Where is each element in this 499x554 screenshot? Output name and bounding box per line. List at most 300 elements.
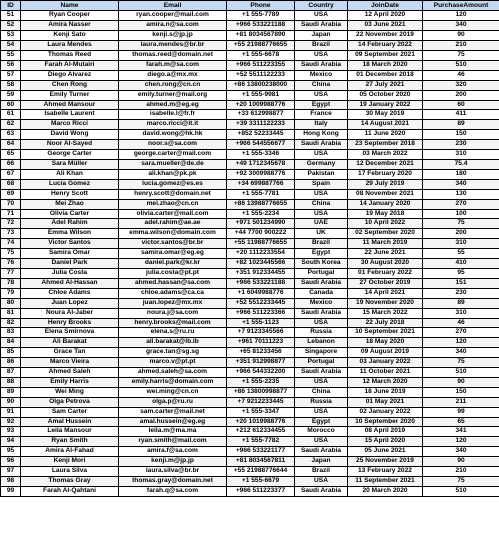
- cell-id[interactable]: 98: [1, 477, 21, 487]
- cell-joindate[interactable]: 02 January 2022: [348, 407, 423, 417]
- cell-purchaseamount[interactable]: 340: [423, 447, 499, 457]
- cell-country[interactable]: USA: [295, 51, 348, 61]
- cell-joindate[interactable]: 01 December 2018: [348, 70, 423, 80]
- cell-id[interactable]: 84: [1, 338, 21, 348]
- cell-email[interactable]: henry.brooks@mail.com: [119, 318, 227, 328]
- cell-purchaseamount[interactable]: 90: [423, 31, 499, 41]
- cell-id[interactable]: 70: [1, 199, 21, 209]
- cell-email[interactable]: ahmed.m@eg.eg: [119, 100, 227, 110]
- cell-joindate[interactable]: 03 March 2022: [348, 150, 423, 160]
- cell-phone[interactable]: +33 612998877: [227, 110, 295, 120]
- cell-email[interactable]: ahmed.hassan@sa.com: [119, 278, 227, 288]
- cell-id[interactable]: 81: [1, 308, 21, 318]
- cell-purchaseamount[interactable]: 510: [423, 486, 499, 496]
- cell-purchaseamount[interactable]: 95: [423, 268, 499, 278]
- cell-purchaseamount[interactable]: 320: [423, 80, 499, 90]
- cell-name[interactable]: Leila Mansour: [21, 427, 119, 437]
- cell-name[interactable]: Ahmed Mansour: [21, 100, 119, 110]
- cell-email[interactable]: chloe.adams@ca.ca: [119, 288, 227, 298]
- cell-country[interactable]: Saudi Arabia: [295, 368, 348, 378]
- cell-purchaseamount[interactable]: 89: [423, 298, 499, 308]
- cell-id[interactable]: 89: [1, 387, 21, 397]
- cell-purchaseamount[interactable]: 100: [423, 209, 499, 219]
- cell-purchaseamount[interactable]: 411: [423, 110, 499, 120]
- cell-phone[interactable]: +55 11988776655: [227, 239, 295, 249]
- cell-name[interactable]: Kenji Mori: [21, 457, 119, 467]
- cell-email[interactable]: farah.m@sa.com: [119, 60, 227, 70]
- cell-id[interactable]: 64: [1, 140, 21, 150]
- cell-country[interactable]: UAE: [295, 219, 348, 229]
- cell-phone[interactable]: +1 555-2235: [227, 377, 295, 387]
- cell-email[interactable]: ali.khan@pk.pk: [119, 169, 227, 179]
- cell-joindate[interactable]: 12 March 2020: [348, 377, 423, 387]
- cell-id[interactable]: 91: [1, 407, 21, 417]
- cell-purchaseamount[interactable]: 75: [423, 477, 499, 487]
- cell-name[interactable]: Ryan Cooper: [21, 11, 119, 21]
- cell-purchaseamount[interactable]: 130: [423, 189, 499, 199]
- cell-name[interactable]: Ryan Smith: [21, 437, 119, 447]
- cell-name[interactable]: Thomas Reed: [21, 51, 119, 61]
- column-header-id[interactable]: ID: [1, 1, 21, 11]
- cell-joindate[interactable]: 27 July 2021: [348, 80, 423, 90]
- cell-phone[interactable]: +351 912334455: [227, 268, 295, 278]
- cell-purchaseamount[interactable]: 230: [423, 288, 499, 298]
- cell-phone[interactable]: +82 1023445566: [227, 259, 295, 269]
- cell-purchaseamount[interactable]: 510: [423, 60, 499, 70]
- cell-joindate[interactable]: 10 September 2021: [348, 328, 423, 338]
- column-header-country[interactable]: Country: [295, 1, 348, 11]
- cell-joindate[interactable]: 23 September 2018: [348, 140, 423, 150]
- cell-joindate[interactable]: 08 November 2021: [348, 189, 423, 199]
- cell-email[interactable]: juan.lopez@mx.mx: [119, 298, 227, 308]
- cell-country[interactable]: South Korea: [295, 259, 348, 269]
- cell-email[interactable]: ryan.cooper@mail.com: [119, 11, 227, 21]
- cell-joindate[interactable]: 22 July 2018: [348, 318, 423, 328]
- cell-country[interactable]: Canada: [295, 288, 348, 298]
- cell-phone[interactable]: +966 511223366: [227, 308, 295, 318]
- cell-name[interactable]: Julia Costa: [21, 268, 119, 278]
- cell-email[interactable]: leila.m@ma.ma: [119, 427, 227, 437]
- cell-phone[interactable]: +351 912998877: [227, 358, 295, 368]
- cell-email[interactable]: sara.mueller@de.de: [119, 160, 227, 170]
- cell-id[interactable]: 99: [1, 486, 21, 496]
- cell-country[interactable]: Saudi Arabia: [295, 486, 348, 496]
- cell-name[interactable]: Farah Al-Qahtani: [21, 486, 119, 496]
- cell-country[interactable]: USA: [295, 209, 348, 219]
- cell-country[interactable]: Hong Kong: [295, 130, 348, 140]
- cell-country[interactable]: USA: [295, 407, 348, 417]
- cell-country[interactable]: USA: [295, 377, 348, 387]
- cell-country[interactable]: Saudi Arabia: [295, 140, 348, 150]
- cell-joindate[interactable]: 13 February 2022: [348, 467, 423, 477]
- cell-purchaseamount[interactable]: 410: [423, 259, 499, 269]
- cell-purchaseamount[interactable]: 75: [423, 219, 499, 229]
- cell-purchaseamount[interactable]: 120: [423, 11, 499, 21]
- cell-name[interactable]: Wei Ming: [21, 387, 119, 397]
- cell-country[interactable]: Mexico: [295, 70, 348, 80]
- cell-country[interactable]: USA: [295, 90, 348, 100]
- cell-purchaseamount[interactable]: 151: [423, 278, 499, 288]
- cell-name[interactable]: Marco Vieira: [21, 358, 119, 368]
- cell-purchaseamount[interactable]: 310: [423, 150, 499, 160]
- cell-phone[interactable]: +44 7700 900222: [227, 229, 295, 239]
- cell-phone[interactable]: +20 1112233554: [227, 249, 295, 259]
- cell-phone[interactable]: +34 699887766: [227, 179, 295, 189]
- cell-id[interactable]: 94: [1, 437, 21, 447]
- column-header-joindate[interactable]: JoinDate: [348, 1, 423, 11]
- cell-purchaseamount[interactable]: 200: [423, 90, 499, 100]
- cell-country[interactable]: Brazil: [295, 239, 348, 249]
- cell-name[interactable]: Henry Brooks: [21, 318, 119, 328]
- cell-country[interactable]: Portugal: [295, 358, 348, 368]
- cell-joindate[interactable]: 18 March 2020: [348, 60, 423, 70]
- cell-phone[interactable]: +65 81233456: [227, 348, 295, 358]
- cell-email[interactable]: julia.costa@pt.pt: [119, 268, 227, 278]
- cell-joindate[interactable]: 30 August 2020: [348, 259, 423, 269]
- cell-email[interactable]: laura.silva@br.br: [119, 467, 227, 477]
- cell-name[interactable]: Farah Al-Mutairi: [21, 60, 119, 70]
- cell-email[interactable]: emily.harris@domain.com: [119, 377, 227, 387]
- cell-phone[interactable]: +1 555-7789: [227, 11, 295, 21]
- cell-email[interactable]: isabelle.l@fr.fr: [119, 110, 227, 120]
- cell-id[interactable]: 67: [1, 169, 21, 179]
- cell-phone[interactable]: +7 9212233445: [227, 397, 295, 407]
- cell-id[interactable]: 52: [1, 21, 21, 31]
- cell-name[interactable]: Victor Santos: [21, 239, 119, 249]
- cell-email[interactable]: ryan.smith@mail.com: [119, 437, 227, 447]
- cell-country[interactable]: Saudi Arabia: [295, 21, 348, 31]
- cell-name[interactable]: Noura Al-Jaber: [21, 308, 119, 318]
- cell-email[interactable]: wei.ming@cn.cn: [119, 387, 227, 397]
- cell-purchaseamount[interactable]: 340: [423, 348, 499, 358]
- cell-id[interactable]: 82: [1, 318, 21, 328]
- cell-id[interactable]: 79: [1, 288, 21, 298]
- cell-email[interactable]: ahmed.saleh@sa.com: [119, 368, 227, 378]
- cell-purchaseamount[interactable]: 180: [423, 169, 499, 179]
- cell-phone[interactable]: +86 13800998877: [227, 387, 295, 397]
- cell-purchaseamount[interactable]: 150: [423, 387, 499, 397]
- cell-phone[interactable]: +55 21988776655: [227, 41, 295, 51]
- cell-id[interactable]: 55: [1, 51, 21, 61]
- cell-country[interactable]: Egypt: [295, 417, 348, 427]
- cell-id[interactable]: 92: [1, 417, 21, 427]
- cell-email[interactable]: kenji.s@jp.jp: [119, 31, 227, 41]
- cell-phone[interactable]: +966 544556677: [227, 140, 295, 150]
- column-header-email[interactable]: Email: [119, 1, 227, 11]
- cell-name[interactable]: Mei Zhao: [21, 199, 119, 209]
- cell-phone[interactable]: +55 21988776644: [227, 467, 295, 477]
- cell-id[interactable]: 69: [1, 189, 21, 199]
- cell-country[interactable]: Saudi Arabia: [295, 447, 348, 457]
- cell-country[interactable]: Japan: [295, 457, 348, 467]
- cell-email[interactable]: ali.barakat@lb.lb: [119, 338, 227, 348]
- cell-phone[interactable]: +966 511223355: [227, 60, 295, 70]
- cell-joindate[interactable]: 30 May 2019: [348, 110, 423, 120]
- cell-purchaseamount[interactable]: 150: [423, 130, 499, 140]
- cell-email[interactable]: adel.rahim@ae.ae: [119, 219, 227, 229]
- cell-phone[interactable]: +7 9123345566: [227, 328, 295, 338]
- cell-id[interactable]: 61: [1, 110, 21, 120]
- cell-purchaseamount[interactable]: 310: [423, 308, 499, 318]
- cell-name[interactable]: Sara Müller: [21, 160, 119, 170]
- cell-country[interactable]: Saudi Arabia: [295, 308, 348, 318]
- cell-email[interactable]: lucia.gomez@es.es: [119, 179, 227, 189]
- cell-purchaseamount[interactable]: 90: [423, 457, 499, 467]
- cell-country[interactable]: USA: [295, 150, 348, 160]
- cell-email[interactable]: grace.tan@sg.sg: [119, 348, 227, 358]
- cell-name[interactable]: Ali Barakat: [21, 338, 119, 348]
- column-header-purchaseamount[interactable]: PurchaseAmount: [423, 1, 499, 11]
- cell-phone[interactable]: +86 13988776655: [227, 199, 295, 209]
- cell-email[interactable]: thomas.gray@domain.net: [119, 477, 227, 487]
- cell-name[interactable]: Isabelle Laurent: [21, 110, 119, 120]
- cell-name[interactable]: Ahmed Saleh: [21, 368, 119, 378]
- cell-country[interactable]: Morocco: [295, 427, 348, 437]
- cell-joindate[interactable]: 11 March 2019: [348, 239, 423, 249]
- cell-id[interactable]: 56: [1, 60, 21, 70]
- cell-purchaseamount[interactable]: 99: [423, 407, 499, 417]
- cell-name[interactable]: Thomas Gray: [21, 477, 119, 487]
- cell-phone[interactable]: +81 8034567811: [227, 457, 295, 467]
- cell-country[interactable]: USA: [295, 189, 348, 199]
- cell-joindate[interactable]: 14 August 2021: [348, 120, 423, 130]
- cell-joindate[interactable]: 14 January 2020: [348, 199, 423, 209]
- cell-name[interactable]: Laura Mendes: [21, 41, 119, 51]
- cell-email[interactable]: daniel.park@kr.kr: [119, 259, 227, 269]
- cell-purchaseamount[interactable]: 270: [423, 199, 499, 209]
- cell-email[interactable]: kenji.m@jp.jp: [119, 457, 227, 467]
- cell-name[interactable]: Chen Rong: [21, 80, 119, 90]
- cell-id[interactable]: 87: [1, 368, 21, 378]
- cell-email[interactable]: amal.hussein@eg.eg: [119, 417, 227, 427]
- cell-purchaseamount[interactable]: 46: [423, 318, 499, 328]
- cell-name[interactable]: Kenji Sato: [21, 31, 119, 41]
- cell-name[interactable]: Laura Silva: [21, 467, 119, 477]
- cell-id[interactable]: 51: [1, 11, 21, 21]
- cell-joindate[interactable]: 22 November 2019: [348, 31, 423, 41]
- cell-name[interactable]: Emma Wilson: [21, 229, 119, 239]
- cell-id[interactable]: 66: [1, 160, 21, 170]
- column-header-phone[interactable]: Phone: [227, 1, 295, 11]
- cell-joindate[interactable]: 11 June 2020: [348, 130, 423, 140]
- cell-phone[interactable]: +212 612334455: [227, 427, 295, 437]
- cell-id[interactable]: 68: [1, 179, 21, 189]
- cell-purchaseamount[interactable]: 510: [423, 368, 499, 378]
- cell-email[interactable]: amira.n@sa.com: [119, 21, 227, 31]
- cell-joindate[interactable]: 20 March 2020: [348, 486, 423, 496]
- cell-purchaseamount[interactable]: 60: [423, 100, 499, 110]
- cell-purchaseamount[interactable]: 75.4: [423, 160, 499, 170]
- cell-phone[interactable]: +966 544332200: [227, 368, 295, 378]
- cell-phone[interactable]: +20 1009988776: [227, 100, 295, 110]
- cell-name[interactable]: Ahmed Al-Hassan: [21, 278, 119, 288]
- cell-country[interactable]: China: [295, 199, 348, 209]
- cell-country[interactable]: Egypt: [295, 249, 348, 259]
- cell-id[interactable]: 80: [1, 298, 21, 308]
- cell-purchaseamount[interactable]: 65: [423, 417, 499, 427]
- cell-purchaseamount[interactable]: 340: [423, 21, 499, 31]
- cell-purchaseamount[interactable]: 310: [423, 239, 499, 249]
- cell-phone[interactable]: +1 6049988776: [227, 288, 295, 298]
- cell-email[interactable]: farah.q@sa.com: [119, 486, 227, 496]
- cell-email[interactable]: george.carter@mail.com: [119, 150, 227, 160]
- cell-phone[interactable]: +52 5512233445: [227, 298, 295, 308]
- cell-id[interactable]: 57: [1, 70, 21, 80]
- cell-phone[interactable]: +49 1712345678: [227, 160, 295, 170]
- cell-name[interactable]: Diego Alvarez: [21, 70, 119, 80]
- cell-email[interactable]: amira.f@sa.com: [119, 447, 227, 457]
- cell-name[interactable]: Adel Rahim: [21, 219, 119, 229]
- cell-email[interactable]: sam.carter@mail.net: [119, 407, 227, 417]
- cell-purchaseamount[interactable]: 89: [423, 120, 499, 130]
- cell-email[interactable]: emma.wilson@domain.com: [119, 229, 227, 239]
- cell-joindate[interactable]: 10 September 2020: [348, 417, 423, 427]
- cell-id[interactable]: 60: [1, 100, 21, 110]
- cell-id[interactable]: 63: [1, 130, 21, 140]
- cell-id[interactable]: 83: [1, 328, 21, 338]
- cell-name[interactable]: Olga Petrova: [21, 397, 119, 407]
- cell-joindate[interactable]: 01 February 2022: [348, 268, 423, 278]
- cell-phone[interactable]: +1 555-1123: [227, 318, 295, 328]
- cell-email[interactable]: emily.turner@mail.org: [119, 90, 227, 100]
- cell-country[interactable]: Germany: [295, 160, 348, 170]
- cell-country[interactable]: Lebanon: [295, 338, 348, 348]
- cell-purchaseamount[interactable]: 210: [423, 41, 499, 51]
- cell-name[interactable]: Ali Khan: [21, 169, 119, 179]
- cell-joindate[interactable]: 27 October 2019: [348, 278, 423, 288]
- cell-email[interactable]: marco.v@pt.pt: [119, 358, 227, 368]
- cell-phone[interactable]: +966 533221188: [227, 21, 295, 31]
- cell-name[interactable]: Emily Turner: [21, 90, 119, 100]
- cell-phone[interactable]: +81 8034567890: [227, 31, 295, 41]
- cell-joindate[interactable]: 09 September 2021: [348, 51, 423, 61]
- cell-id[interactable]: 76: [1, 259, 21, 269]
- cell-joindate[interactable]: 18 June 2019: [348, 387, 423, 397]
- cell-country[interactable]: USA: [295, 437, 348, 447]
- cell-email[interactable]: noor.s@sa.com: [119, 140, 227, 150]
- cell-country[interactable]: Spain: [295, 179, 348, 189]
- cell-phone[interactable]: +52 5511122233: [227, 70, 295, 80]
- cell-country[interactable]: China: [295, 80, 348, 90]
- cell-email[interactable]: victor.santos@br.br: [119, 239, 227, 249]
- cell-joindate[interactable]: 05 June 2021: [348, 447, 423, 457]
- cell-email[interactable]: henry.scott@domain.net: [119, 189, 227, 199]
- cell-id[interactable]: 58: [1, 80, 21, 90]
- cell-id[interactable]: 54: [1, 41, 21, 51]
- cell-phone[interactable]: +966 533221177: [227, 447, 295, 457]
- cell-id[interactable]: 77: [1, 268, 21, 278]
- cell-country[interactable]: Saudi Arabia: [295, 278, 348, 288]
- cell-id[interactable]: 62: [1, 120, 21, 130]
- cell-phone[interactable]: +1 555-3346: [227, 150, 295, 160]
- cell-country[interactable]: Saudi Arabia: [295, 60, 348, 70]
- cell-name[interactable]: Lucia Gomez: [21, 179, 119, 189]
- cell-purchaseamount[interactable]: 211: [423, 397, 499, 407]
- cell-country[interactable]: France: [295, 110, 348, 120]
- cell-email[interactable]: thomas.reed@domain.net: [119, 51, 227, 61]
- cell-joindate[interactable]: 19 January 2022: [348, 100, 423, 110]
- cell-name[interactable]: Amira Al-Fahad: [21, 447, 119, 457]
- cell-phone[interactable]: +1 555-7782: [227, 437, 295, 447]
- cell-joindate[interactable]: 22 June 2021: [348, 249, 423, 259]
- cell-id[interactable]: 86: [1, 358, 21, 368]
- cell-name[interactable]: Olivia Carter: [21, 209, 119, 219]
- cell-joindate[interactable]: 11 October 2021: [348, 368, 423, 378]
- cell-name[interactable]: Daniel Park: [21, 259, 119, 269]
- cell-purchaseamount[interactable]: 90: [423, 377, 499, 387]
- cell-id[interactable]: 72: [1, 219, 21, 229]
- cell-country[interactable]: China: [295, 387, 348, 397]
- cell-id[interactable]: 97: [1, 467, 21, 477]
- cell-joindate[interactable]: 29 July 2019: [348, 179, 423, 189]
- cell-phone[interactable]: +1 555-6678: [227, 51, 295, 61]
- cell-joindate[interactable]: 03 June 2021: [348, 21, 423, 31]
- cell-purchaseamount[interactable]: 200: [423, 229, 499, 239]
- cell-purchaseamount[interactable]: 75: [423, 358, 499, 368]
- cell-name[interactable]: Emily Harris: [21, 377, 119, 387]
- cell-joindate[interactable]: 12 April 2020: [348, 11, 423, 21]
- cell-name[interactable]: Amal Hussein: [21, 417, 119, 427]
- cell-name[interactable]: Elena Smirnova: [21, 328, 119, 338]
- cell-joindate[interactable]: 01 May 2021: [348, 397, 423, 407]
- cell-purchaseamount[interactable]: 341: [423, 427, 499, 437]
- cell-joindate[interactable]: 05 October 2020: [348, 90, 423, 100]
- cell-joindate[interactable]: 10 April 2022: [348, 219, 423, 229]
- cell-id[interactable]: 88: [1, 377, 21, 387]
- cell-joindate[interactable]: 19 May 2018: [348, 209, 423, 219]
- cell-country[interactable]: USA: [295, 11, 348, 21]
- cell-email[interactable]: marco.ricci@it.it: [119, 120, 227, 130]
- cell-id[interactable]: 53: [1, 31, 21, 41]
- cell-joindate[interactable]: 11 September 2021: [348, 477, 423, 487]
- cell-email[interactable]: samira.omar@eg.eg: [119, 249, 227, 259]
- cell-purchaseamount[interactable]: 120: [423, 437, 499, 447]
- cell-country[interactable]: Italy: [295, 120, 348, 130]
- cell-phone[interactable]: +86 13800238000: [227, 80, 295, 90]
- cell-joindate[interactable]: 09 August 2019: [348, 348, 423, 358]
- cell-joindate[interactable]: 17 February 2020: [348, 169, 423, 179]
- cell-phone[interactable]: +1 555-7781: [227, 189, 295, 199]
- cell-phone[interactable]: +1 555-3347: [227, 407, 295, 417]
- cell-email[interactable]: olivia.carter@mail.com: [119, 209, 227, 219]
- cell-id[interactable]: 74: [1, 239, 21, 249]
- cell-joindate[interactable]: 08 April 2019: [348, 427, 423, 437]
- cell-purchaseamount[interactable]: 75: [423, 51, 499, 61]
- cell-name[interactable]: Amira Nasser: [21, 21, 119, 31]
- cell-id[interactable]: 95: [1, 447, 21, 457]
- cell-purchaseamount[interactable]: 46: [423, 70, 499, 80]
- cell-email[interactable]: laura.mendes@br.br: [119, 41, 227, 51]
- cell-phone[interactable]: +966 511223377: [227, 486, 295, 496]
- cell-name[interactable]: Grace Tan: [21, 348, 119, 358]
- cell-name[interactable]: Henry Scott: [21, 189, 119, 199]
- cell-country[interactable]: Russia: [295, 328, 348, 338]
- cell-purchaseamount[interactable]: 120: [423, 338, 499, 348]
- cell-joindate[interactable]: 19 November 2020: [348, 298, 423, 308]
- cell-joindate[interactable]: 25 November 2019: [348, 457, 423, 467]
- cell-joindate[interactable]: 02 September 2020: [348, 229, 423, 239]
- cell-country[interactable]: USA: [295, 318, 348, 328]
- cell-name[interactable]: George Carter: [21, 150, 119, 160]
- cell-name[interactable]: Sam Carter: [21, 407, 119, 417]
- cell-name[interactable]: David Wong: [21, 130, 119, 140]
- cell-country[interactable]: Portugal: [295, 268, 348, 278]
- cell-email[interactable]: david.wong@hk.hk: [119, 130, 227, 140]
- cell-name[interactable]: Juan Lopez: [21, 298, 119, 308]
- column-header-name[interactable]: Name: [21, 1, 119, 11]
- cell-country[interactable]: Singapore: [295, 348, 348, 358]
- cell-joindate[interactable]: 18 May 2020: [348, 338, 423, 348]
